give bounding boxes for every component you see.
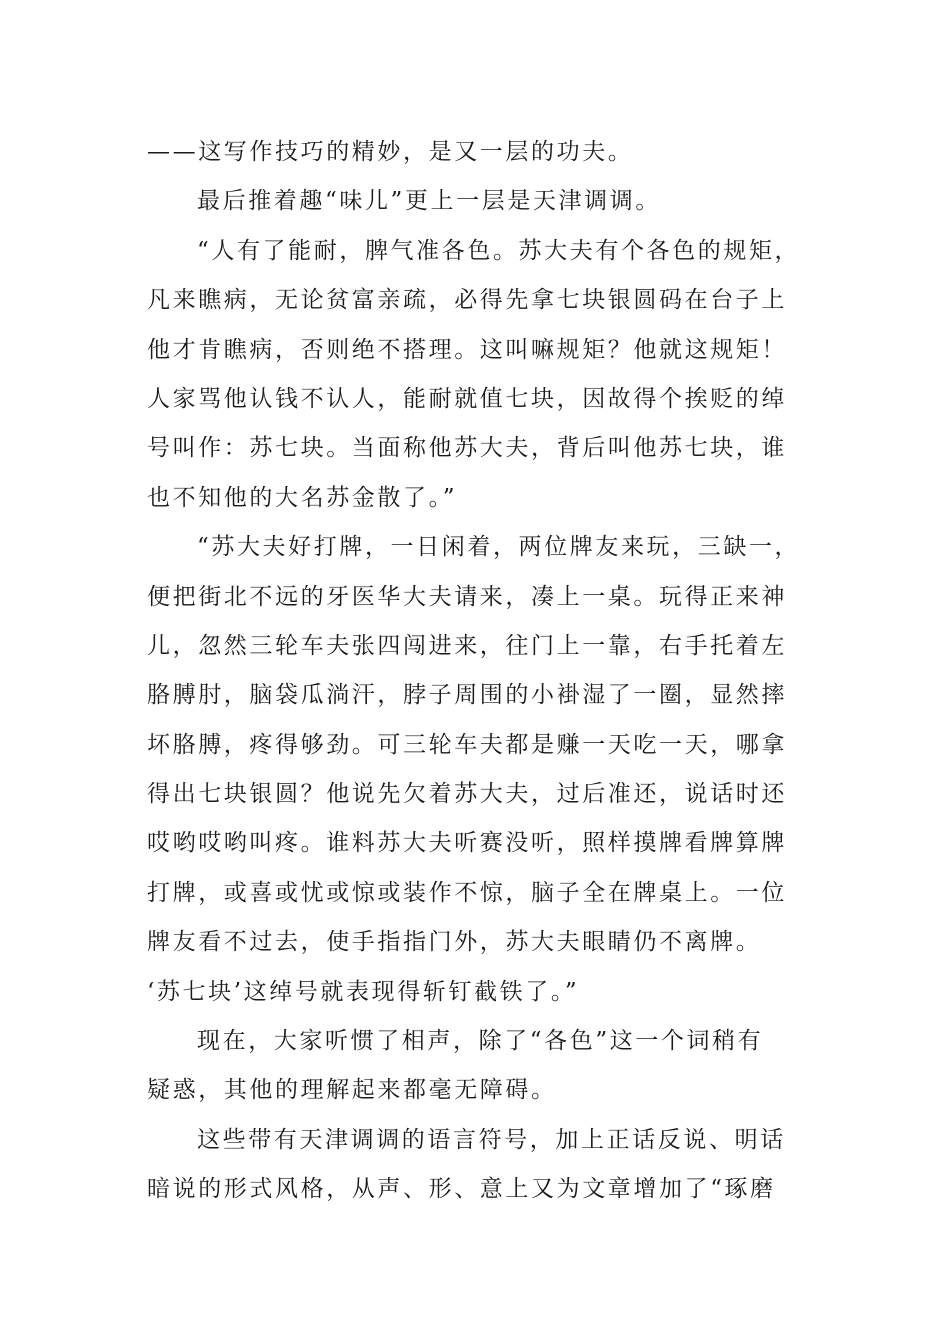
text-line: ‘苏七块’这绰号就表现得斩钉截铁了。”	[147, 978, 580, 1005]
paragraph-start-line: “人有了能耐，脾气准各色。苏大夫有个各色的规矩，	[197, 237, 801, 264]
text-line: 疑惑，其他的理解起来都毫无障碍。	[147, 1077, 557, 1104]
text-line: 人家骂他认钱不认人，能耐就值七块，因故得个挨贬的绰	[147, 385, 787, 412]
text-line: 他才肯瞧病，否则绝不搭理。这叫嘛规矩？他就这规矩！	[147, 336, 787, 363]
body-text	[147, 128, 837, 1215]
text-line: 便把街北不远的牙医华大夫请来，凑上一桌。玩得正来神	[147, 583, 787, 610]
text-line: 打牌，或喜或忧或惊或装作不惊，脑子全在牌桌上。一位	[147, 879, 787, 906]
text-line: 胳膊肘，脑袋瓜淌汗，脖子周围的小褂湿了一圈，显然摔	[147, 682, 787, 709]
paragraph-start-line: 这些带有天津调调的语言符号，加上正话反说、明话	[197, 1126, 786, 1153]
text-line: 哎哟哎哟叫疼。谁料苏大夫听赛没听，照样摸牌看牌算牌	[147, 830, 787, 857]
paragraph-start-line: 最后推着趣“味儿”更上一层是天津调调。	[197, 188, 661, 215]
text-line: 凡来瞧病，无论贫富亲疏，必得先拿七块银圆码在台子上	[147, 287, 787, 314]
text-line: 牌友看不过去，使手指指门外，苏大夫眼睛仍不离牌。	[147, 929, 762, 956]
text-line: 号叫作：苏七块。当面称他苏大夫，背后叫他苏七块，谁	[147, 435, 787, 462]
text-line: ——这写作技巧的精妙，是又一层的功夫。	[147, 139, 634, 165]
paragraph-start-line: “苏大夫好打牌，一日闲着，两位牌友来玩，三缺一，	[197, 534, 801, 561]
paragraph-start-line: 现在，大家听惯了相声，除了“各色”这一个词稍有	[197, 1028, 764, 1055]
text-line: 儿，忽然三轮车夫张四闯进来，往门上一靠，右手托着左	[147, 632, 787, 659]
text-line: 得出七块银圆？他说先欠着苏大夫，过后准还，说话时还	[147, 781, 787, 808]
text-line: 也不知他的大名苏金散了。”	[147, 484, 458, 511]
text-line: 暗说的形式风格，从声、形、意上又为文章增加了“琢磨	[147, 1176, 776, 1203]
text-line: 坏胳膊，疼得够劲。可三轮车夫都是赚一天吃一天，哪拿	[147, 731, 787, 758]
